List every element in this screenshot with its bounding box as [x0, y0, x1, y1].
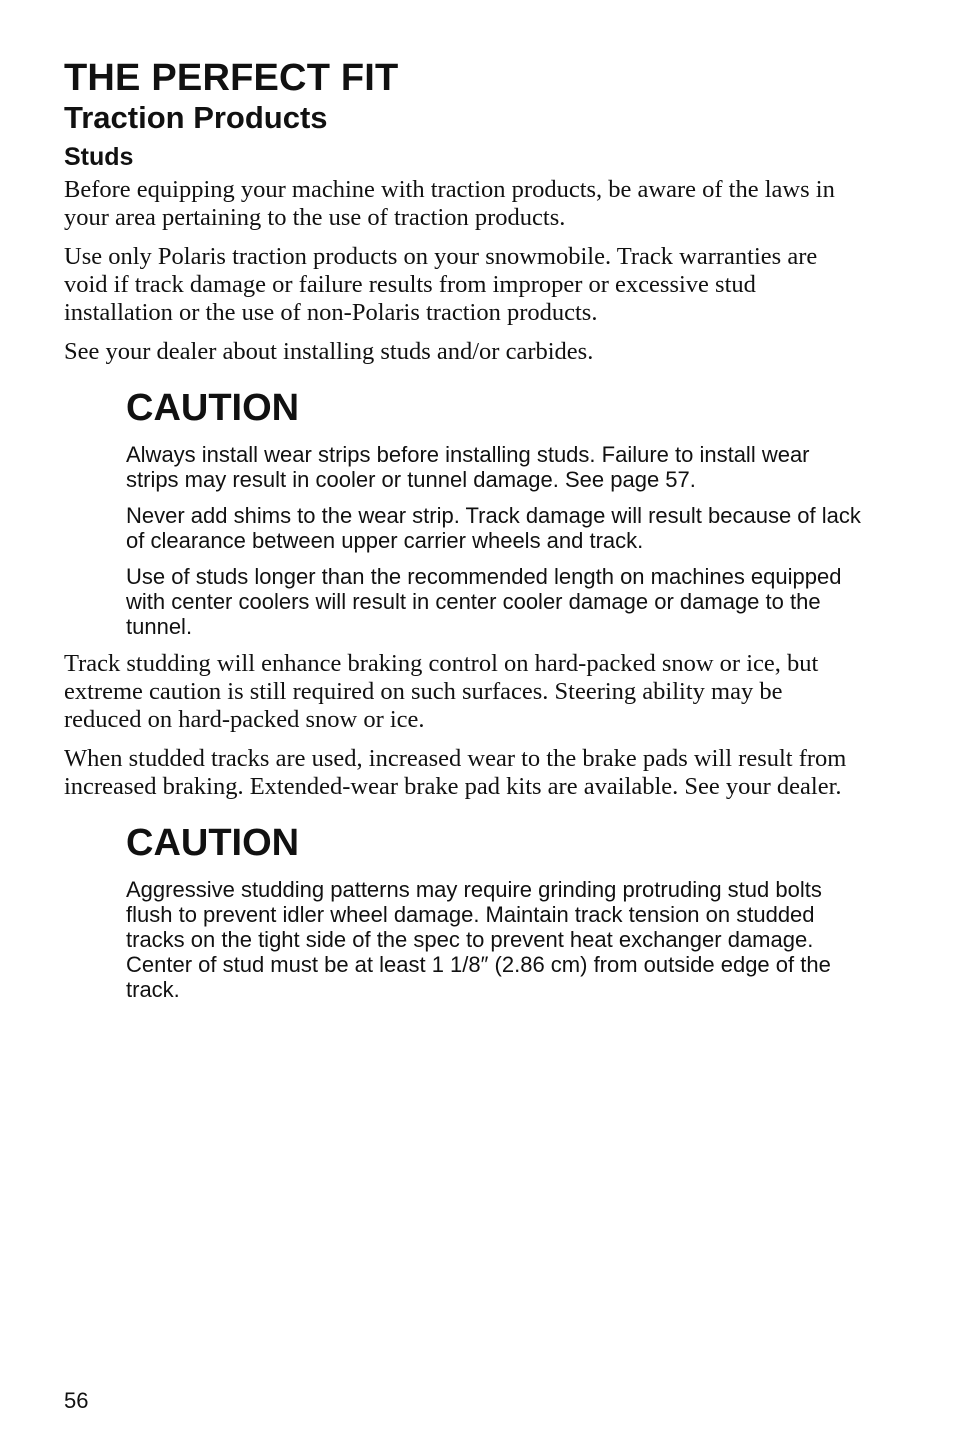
intro-paragraph: Before equipping your machine with traction products, be aware of the laws in your area pertaining to the use of traction products. — [64, 176, 835, 231]
subsection-heading: Studs — [64, 143, 134, 171]
manual-page — [64, 56, 864, 1013]
body-paragraph: Track studding will enhance braking control on hard-packed snow or ice, but extreme caution is still required on such surfaces. Steering ability may be reduced on hard-packed snow or ice. — [64, 650, 819, 733]
caution-box-wear-strips — [126, 386, 866, 639]
caution-title: CAUTION — [126, 387, 300, 429]
caution-paragraph: Aggressive studding patterns may require grinding protruding stud bolts flush to prevent idler wheel damage. Maintain track tension on studded tracks on the tight side of the spec to prevent heat exchanger damage. Center of stud must be at least 1 1/8″ (2.86 cm) from outside edge of the track. — [126, 877, 831, 1002]
page-title: THE PERFECT FIT — [64, 57, 399, 99]
caution-paragraph: Use of studs longer than the recommended length on machines equipped with center coolers will result in center cooler damage or damage to the tunnel. — [126, 564, 842, 639]
body-paragraph: When studded tracks are used, increased wear to the brake pads will result from increased braking. Extended-wear brake pad kits are available. See your dealer. — [64, 745, 847, 800]
caution-paragraph: Always install wear strips before installing studs. Failure to install wear strips may result in cooler or tunnel damage. See page 57. — [126, 442, 810, 492]
page-number: 56 — [64, 1388, 89, 1413]
section-heading: Traction Products — [64, 100, 328, 135]
caution-title: CAUTION — [126, 822, 300, 864]
intro-paragraph: See your dealer about installing studs and/or carbides. — [64, 338, 594, 365]
caution-paragraph: Never add shims to the wear strip. Track damage will result because of lack of clearance between upper carrier wheels and track. — [126, 503, 861, 553]
intro-paragraph: Use only Polaris traction products on your snowmobile. Track warranties are void if track damage or failure results from improper or excessive stud installation or the use of non-Polaris traction products. — [64, 243, 818, 326]
caution-box-studding-patterns — [126, 821, 866, 1002]
